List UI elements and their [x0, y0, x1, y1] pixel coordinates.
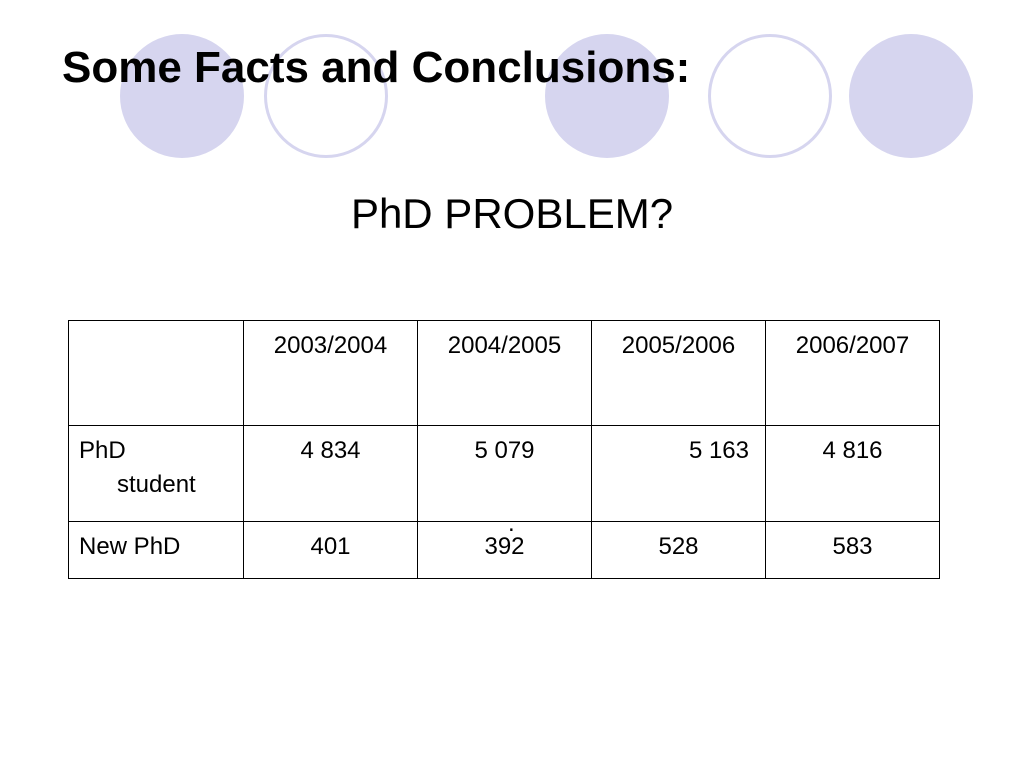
table-row: [69, 426, 940, 522]
table-cell: 4 834: [244, 426, 418, 522]
table-cell: 583: [766, 522, 940, 579]
decorative-circle-outline-2: [708, 34, 832, 158]
decorative-circle-filled-3: [849, 34, 973, 158]
stray-dot-mark: .: [508, 510, 515, 537]
table-header-cell: 2005/2006: [592, 321, 766, 426]
row-label-phd-student: [69, 426, 244, 522]
row-label-line2: student: [117, 471, 196, 498]
table-row: [69, 522, 940, 579]
slide-title: Some Facts and Conclusions:: [62, 43, 691, 92]
table-header-cell: 2006/2007: [766, 321, 940, 426]
table-cell: 5 163: [592, 426, 766, 522]
table-cell: 528: [592, 522, 766, 579]
table-cell: 4 816: [766, 426, 940, 522]
table-header-empty-cell: [69, 321, 244, 426]
table-cell: 392: [418, 522, 592, 579]
row-label-line1: PhD: [79, 437, 126, 464]
phd-statistics-table: [68, 320, 940, 579]
table-header-cell: 2003/2004: [244, 321, 418, 426]
table-header-cell: 2004/2005: [418, 321, 592, 426]
row-label-new-phd: New PhD: [69, 522, 244, 579]
slide-subtitle: PhD PROBLEM?: [350, 190, 674, 237]
table-cell: 5 079: [418, 426, 592, 522]
table-header-row: [69, 321, 940, 426]
table-cell: 401: [244, 522, 418, 579]
